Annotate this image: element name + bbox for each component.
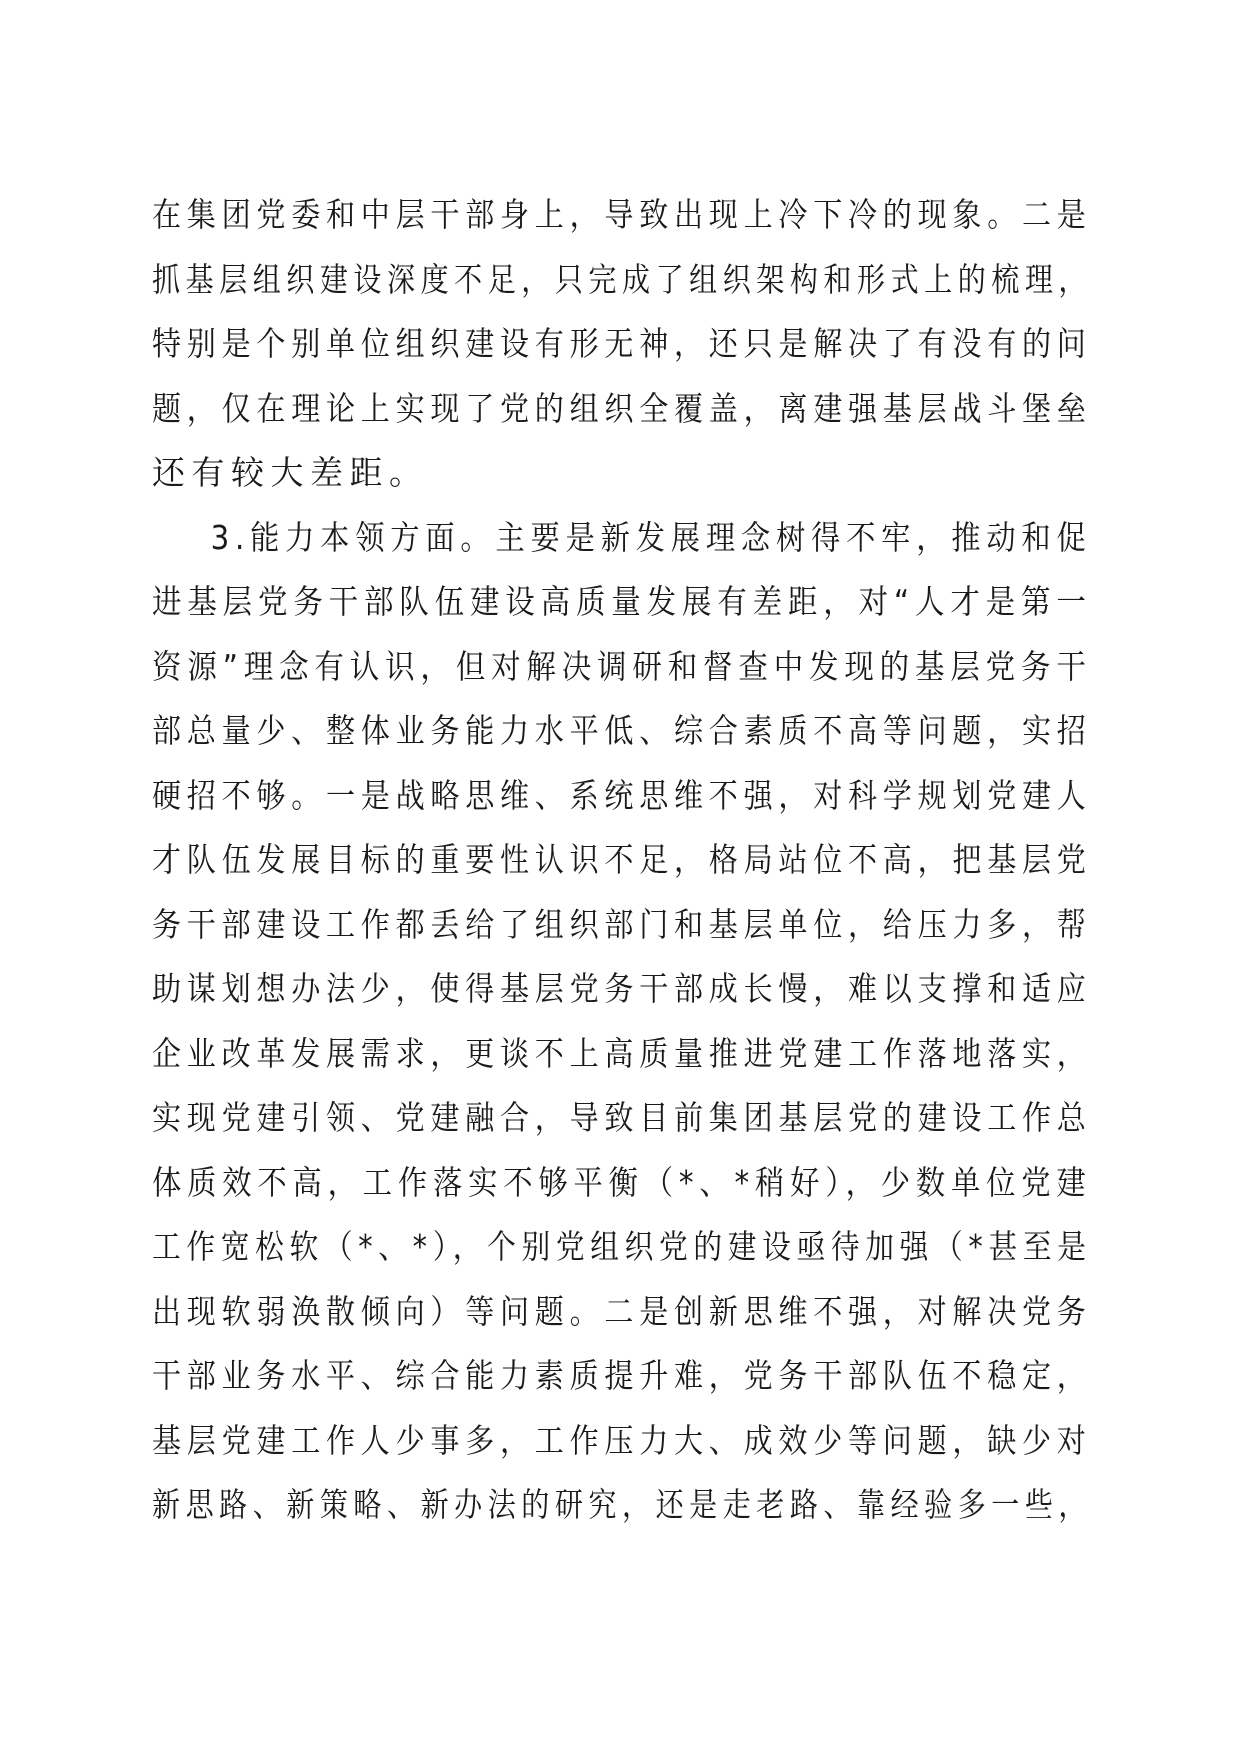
text-line: 题，仅在理论上实现了党的组织全覆盖，离建强基层战斗堡垒 bbox=[152, 388, 1092, 428]
text-line: 干部业务水平、综合能力素质提升难，党务干部队伍不稳定， bbox=[152, 1356, 1092, 1395]
text-line: 硬招不够。一是战略思维、系统思维不强，对科学规划党建人 bbox=[152, 775, 1092, 815]
text-line: 部总量少、整体业务能力水平低、综合素质不高等问题，实招 bbox=[152, 711, 1092, 750]
text-line: 资源”理念有认识，但对解决调研和督查中发现的基层党务干 bbox=[152, 646, 1092, 686]
text-line: 体质效不高，工作落实不够平衡（*、*稍好），少数单位党建 bbox=[152, 1162, 1092, 1202]
text-line: 新思路、新策略、新办法的研究，还是走老路、靠经验多一些， bbox=[152, 1485, 1092, 1524]
text-line: 实现党建引领、党建融合，导致目前集团基层党的建设工作总 bbox=[152, 1098, 1092, 1137]
text-line: 特别是个别单位组织建设有形无神，还只是解决了有没有的问 bbox=[152, 324, 1092, 363]
text-line: 抓基层组织建设深度不足，只完成了组织架构和形式上的梳理， bbox=[152, 259, 1092, 299]
text-line: 才队伍发展目标的重要性认识不足，格局站位不高，把基层党 bbox=[152, 840, 1092, 879]
text-line: 基层党建工作人少事多，工作压力大、成效少等问题，缺少对 bbox=[152, 1420, 1092, 1460]
section-heading-line: 3.能力本领方面。主要是新发展理念树得不牢，推动和促 bbox=[210, 517, 1092, 557]
text-line: 出现软弱涣散倾向）等问题。二是创新思维不强，对解决党务 bbox=[152, 1291, 1092, 1331]
body-text bbox=[152, 183, 1092, 1538]
text-line: 企业改革发展需求，更谈不上高质量推进党建工作落地落实， bbox=[152, 1033, 1092, 1073]
text-line: 在集团党委和中层干部身上，导致出现上冷下冷的现象。二是 bbox=[152, 195, 1092, 234]
text-line: 助谋划想办法少，使得基层党务干部成长慢，难以支撑和适应 bbox=[152, 969, 1092, 1008]
text-line: 务干部建设工作都丢给了组织部门和基层单位，给压力多，帮 bbox=[152, 904, 1092, 944]
text-line: 进基层党务干部队伍建设高质量发展有差距，对“人才是第一 bbox=[152, 582, 1092, 621]
text-line: 还有较大差距。 bbox=[152, 453, 429, 492]
text-line: 工作宽松软（*、*），个别党组织党的建设亟待加强（*甚至是 bbox=[152, 1227, 1092, 1266]
